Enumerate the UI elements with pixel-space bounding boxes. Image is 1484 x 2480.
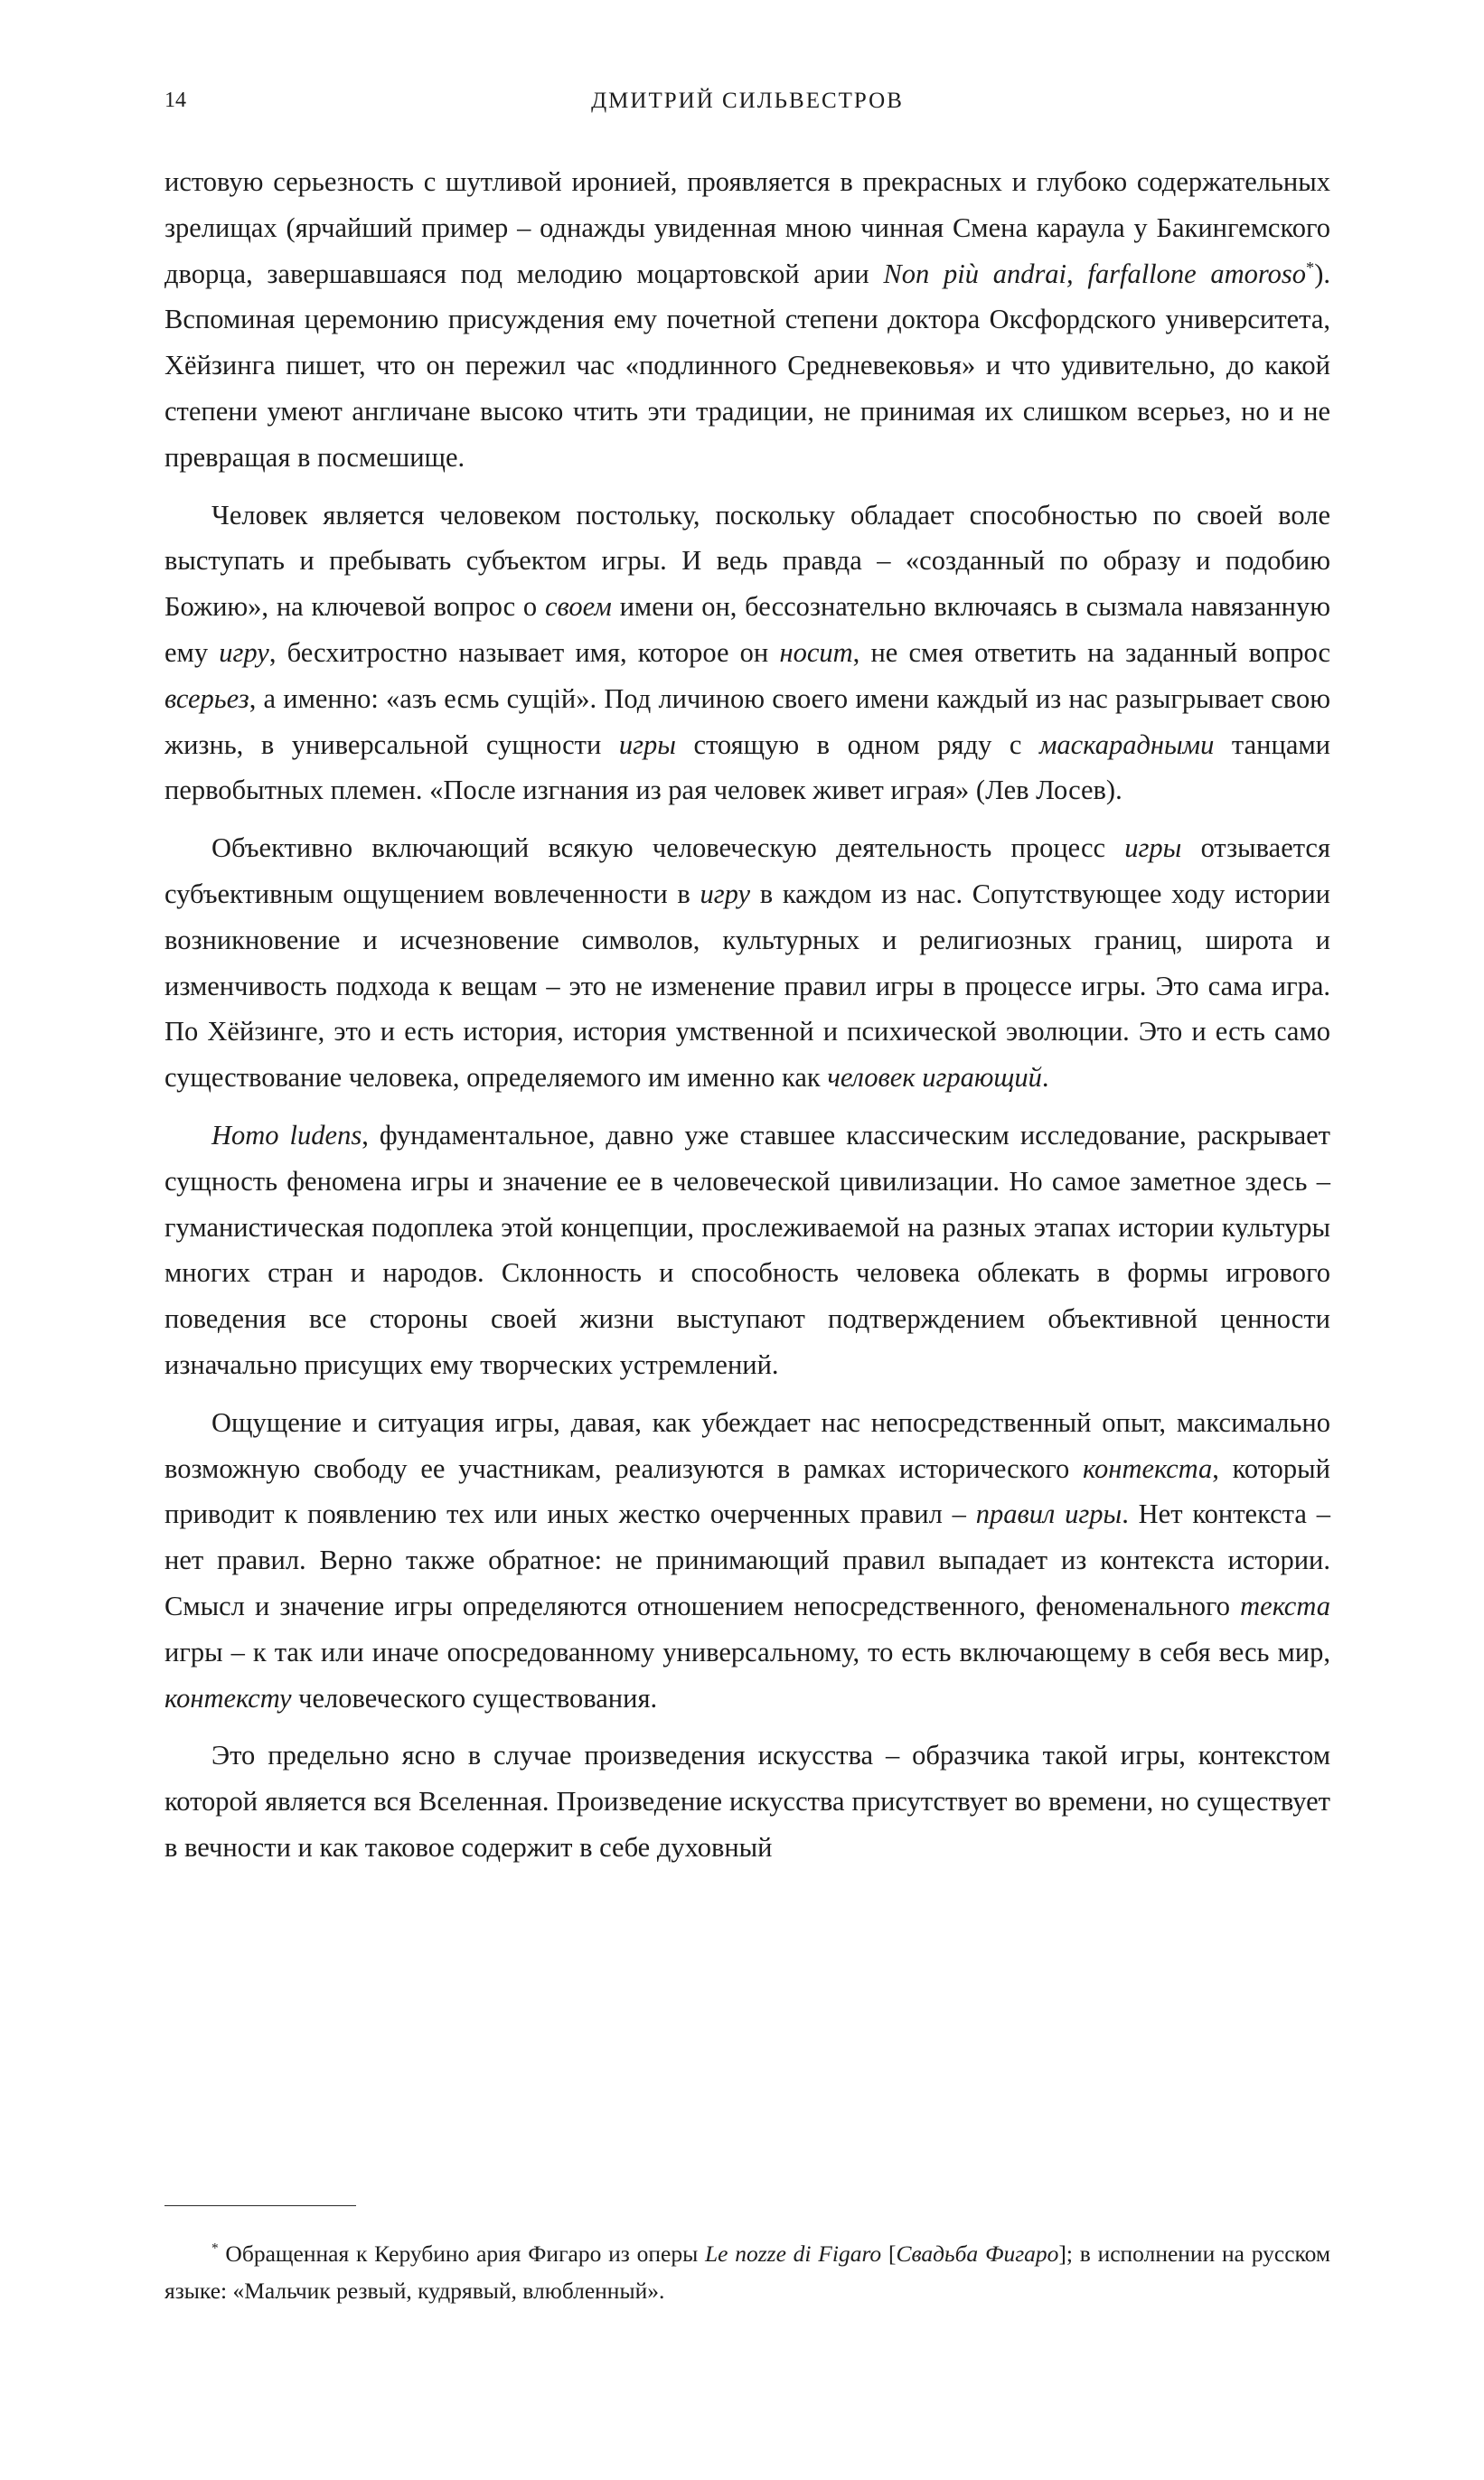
text-run: игры – к так или иначе опосредованному универсальному, то есть включающему в себя весь мир, <box>164 1636 1330 1667</box>
text-run: человеческого существования. <box>291 1682 658 1714</box>
italic-word: игры <box>1124 832 1182 864</box>
text-run: Это предельно ясно в случае произведения искусства – образчика такой игры, контекстом которой является вся Вселенная. Произведение искусства присутствует во времени, но существует в вечности и как таковое содержит в себе духовный <box>164 1740 1330 1863</box>
text-run: [ <box>881 2240 897 2267</box>
page-header <box>164 89 1330 125</box>
paragraph-1 <box>164 159 1330 481</box>
italic-phrase: человек играющий <box>827 1062 1042 1094</box>
text-run: Человек является человеком постольку, поскольку обладает способностью по своей воле выступать и пребывать субъектом игры. И ведь правда – «созданный по образу и подобию Божию», на ключевой вопрос о <box>164 499 1330 623</box>
text-run: истовую серьезность с шутливой иронией, проявляется в прекрасных и глубоко содержательных зрелищах (ярчайший пример – однажды увиденная мною чинная Смена караула у Бакингемского дворца, завершавшаяся под мелодию моцартовской арии <box>164 166 1330 289</box>
text-run: , который приводит к появлению тех или иных жестко очерченных правил – <box>164 1452 1330 1530</box>
text-run: отзывается субъективным ощущением вовлеченности в <box>164 832 1330 909</box>
italic-word: носит <box>779 636 853 668</box>
paragraph-3 <box>164 825 1330 1101</box>
text-run: Ощущение и ситуация игры, давая, как убеждает нас непосредственный опыт, максимально возможную свободу ее участникам, реализуются в рамках исторического <box>164 1406 1330 1484</box>
italic-word: контекста <box>1082 1452 1213 1484</box>
text-run: танцами первобытных племен. «После изгнания из рая человек живет играя» (Лев Лосев). <box>164 728 1330 806</box>
italic-word: контексту <box>164 1682 292 1714</box>
italic-phrase: правил игры <box>975 1498 1122 1530</box>
paragraph-6 <box>164 1733 1330 1870</box>
italic-aria-title: Non più andrai, farfallone amoroso <box>883 258 1307 289</box>
footnote-marker: * <box>211 2240 219 2257</box>
text-run: стоящую в одном ряду с <box>675 728 1039 760</box>
running-title: ДМИТРИЙ СИЛЬВЕСТРОВ <box>591 89 904 113</box>
text-run: , а именно: «азъ есмь сущій». Под личиною своего имени каждый из нас разыгрывает свою жизнь, в универсальной сущности <box>164 682 1330 760</box>
italic-word: игру <box>219 636 269 668</box>
text-run: , бесхитростно называет имя, которое он <box>268 636 780 668</box>
text-run: , фундаментальное, давно уже ставшее классическим исследование, раскрывает сущность феномена игры и значение ее в человеческой цивилизации. Но самое заметное здесь – гуманистическая подоплека этой концепции, прослеживаемой на разных этапах истории культуры многих стран и народов. Склонность и способность человека облекать в формы игрового поведения все стороны своей жизни выступают подтверждением объективной ценности изначально присущих ему творческих устремлений. <box>164 1119 1330 1380</box>
text-run: в каждом из нас. Сопутствующее ходу истории возникновение и исчезновение символов, культурных и религиозных границ, широта и изменчивость подхода к вещам – это не изменение правил игры в процессе игры. Это сама игра. По Хёйзинге, это и есть история, история умственной и психической эволюции. Это и есть само существование человека, определяемого им именно как <box>164 878 1330 1094</box>
page-number: 14 <box>164 89 186 112</box>
italic-word: игры <box>618 728 676 760</box>
text-run: , не смея ответить на заданный вопрос <box>852 636 1331 668</box>
italic-opera-title: Le nozze di Figaro <box>704 2240 882 2267</box>
text-run: Обращенная к Керубино ария Фигаро из оперы <box>218 2240 705 2267</box>
main-text <box>164 159 1330 1871</box>
italic-word: текста <box>1240 1590 1330 1621</box>
paragraph-2 <box>164 493 1330 814</box>
text-run: ). Вспоминая церемонию присуждения ему почетной степени доктора Оксфордского университета, Хёйзинга пишет, что он пережил час «подлинного Средневековья» и что удивительно, до какой степени умеют англичане высоко чтить эти традиции, не принимая их слишком всерьез, но и не превращая в посмешище. <box>164 258 1330 473</box>
text-run: ]; в исполнении на русском языке: «Мальчик резвый, кудрявый, влюбленный». <box>164 2240 1331 2304</box>
italic-word: маскарадными <box>1038 728 1215 760</box>
italic-word: своем <box>544 591 612 623</box>
italic-book-title: Homo ludens <box>211 1119 362 1151</box>
italic-word: всерьез <box>164 682 249 714</box>
italic-word: игру <box>700 878 751 909</box>
text-run: . <box>1041 1062 1049 1094</box>
footnote-marker: * <box>1306 258 1315 277</box>
text-run: . Нет контекста – нет правил. Верно также обратное: не принимающий правил выпадает из контекста истории. Смысл и значение игры определяются отношением непосредственного, феноменального <box>164 1498 1331 1621</box>
text-run: имени он, бессознательно включаясь в сызмала навязанную ему <box>164 591 1330 668</box>
footnote <box>164 2235 1330 2309</box>
paragraph-5 <box>164 1400 1330 1722</box>
italic-opera-title-ru: Свадьба Фигаро <box>896 2240 1059 2267</box>
paragraph-4 <box>164 1113 1330 1388</box>
text-run: Объективно включающий всякую человеческую деятельность процесс <box>211 832 1125 864</box>
footnote-divider <box>164 2205 356 2206</box>
